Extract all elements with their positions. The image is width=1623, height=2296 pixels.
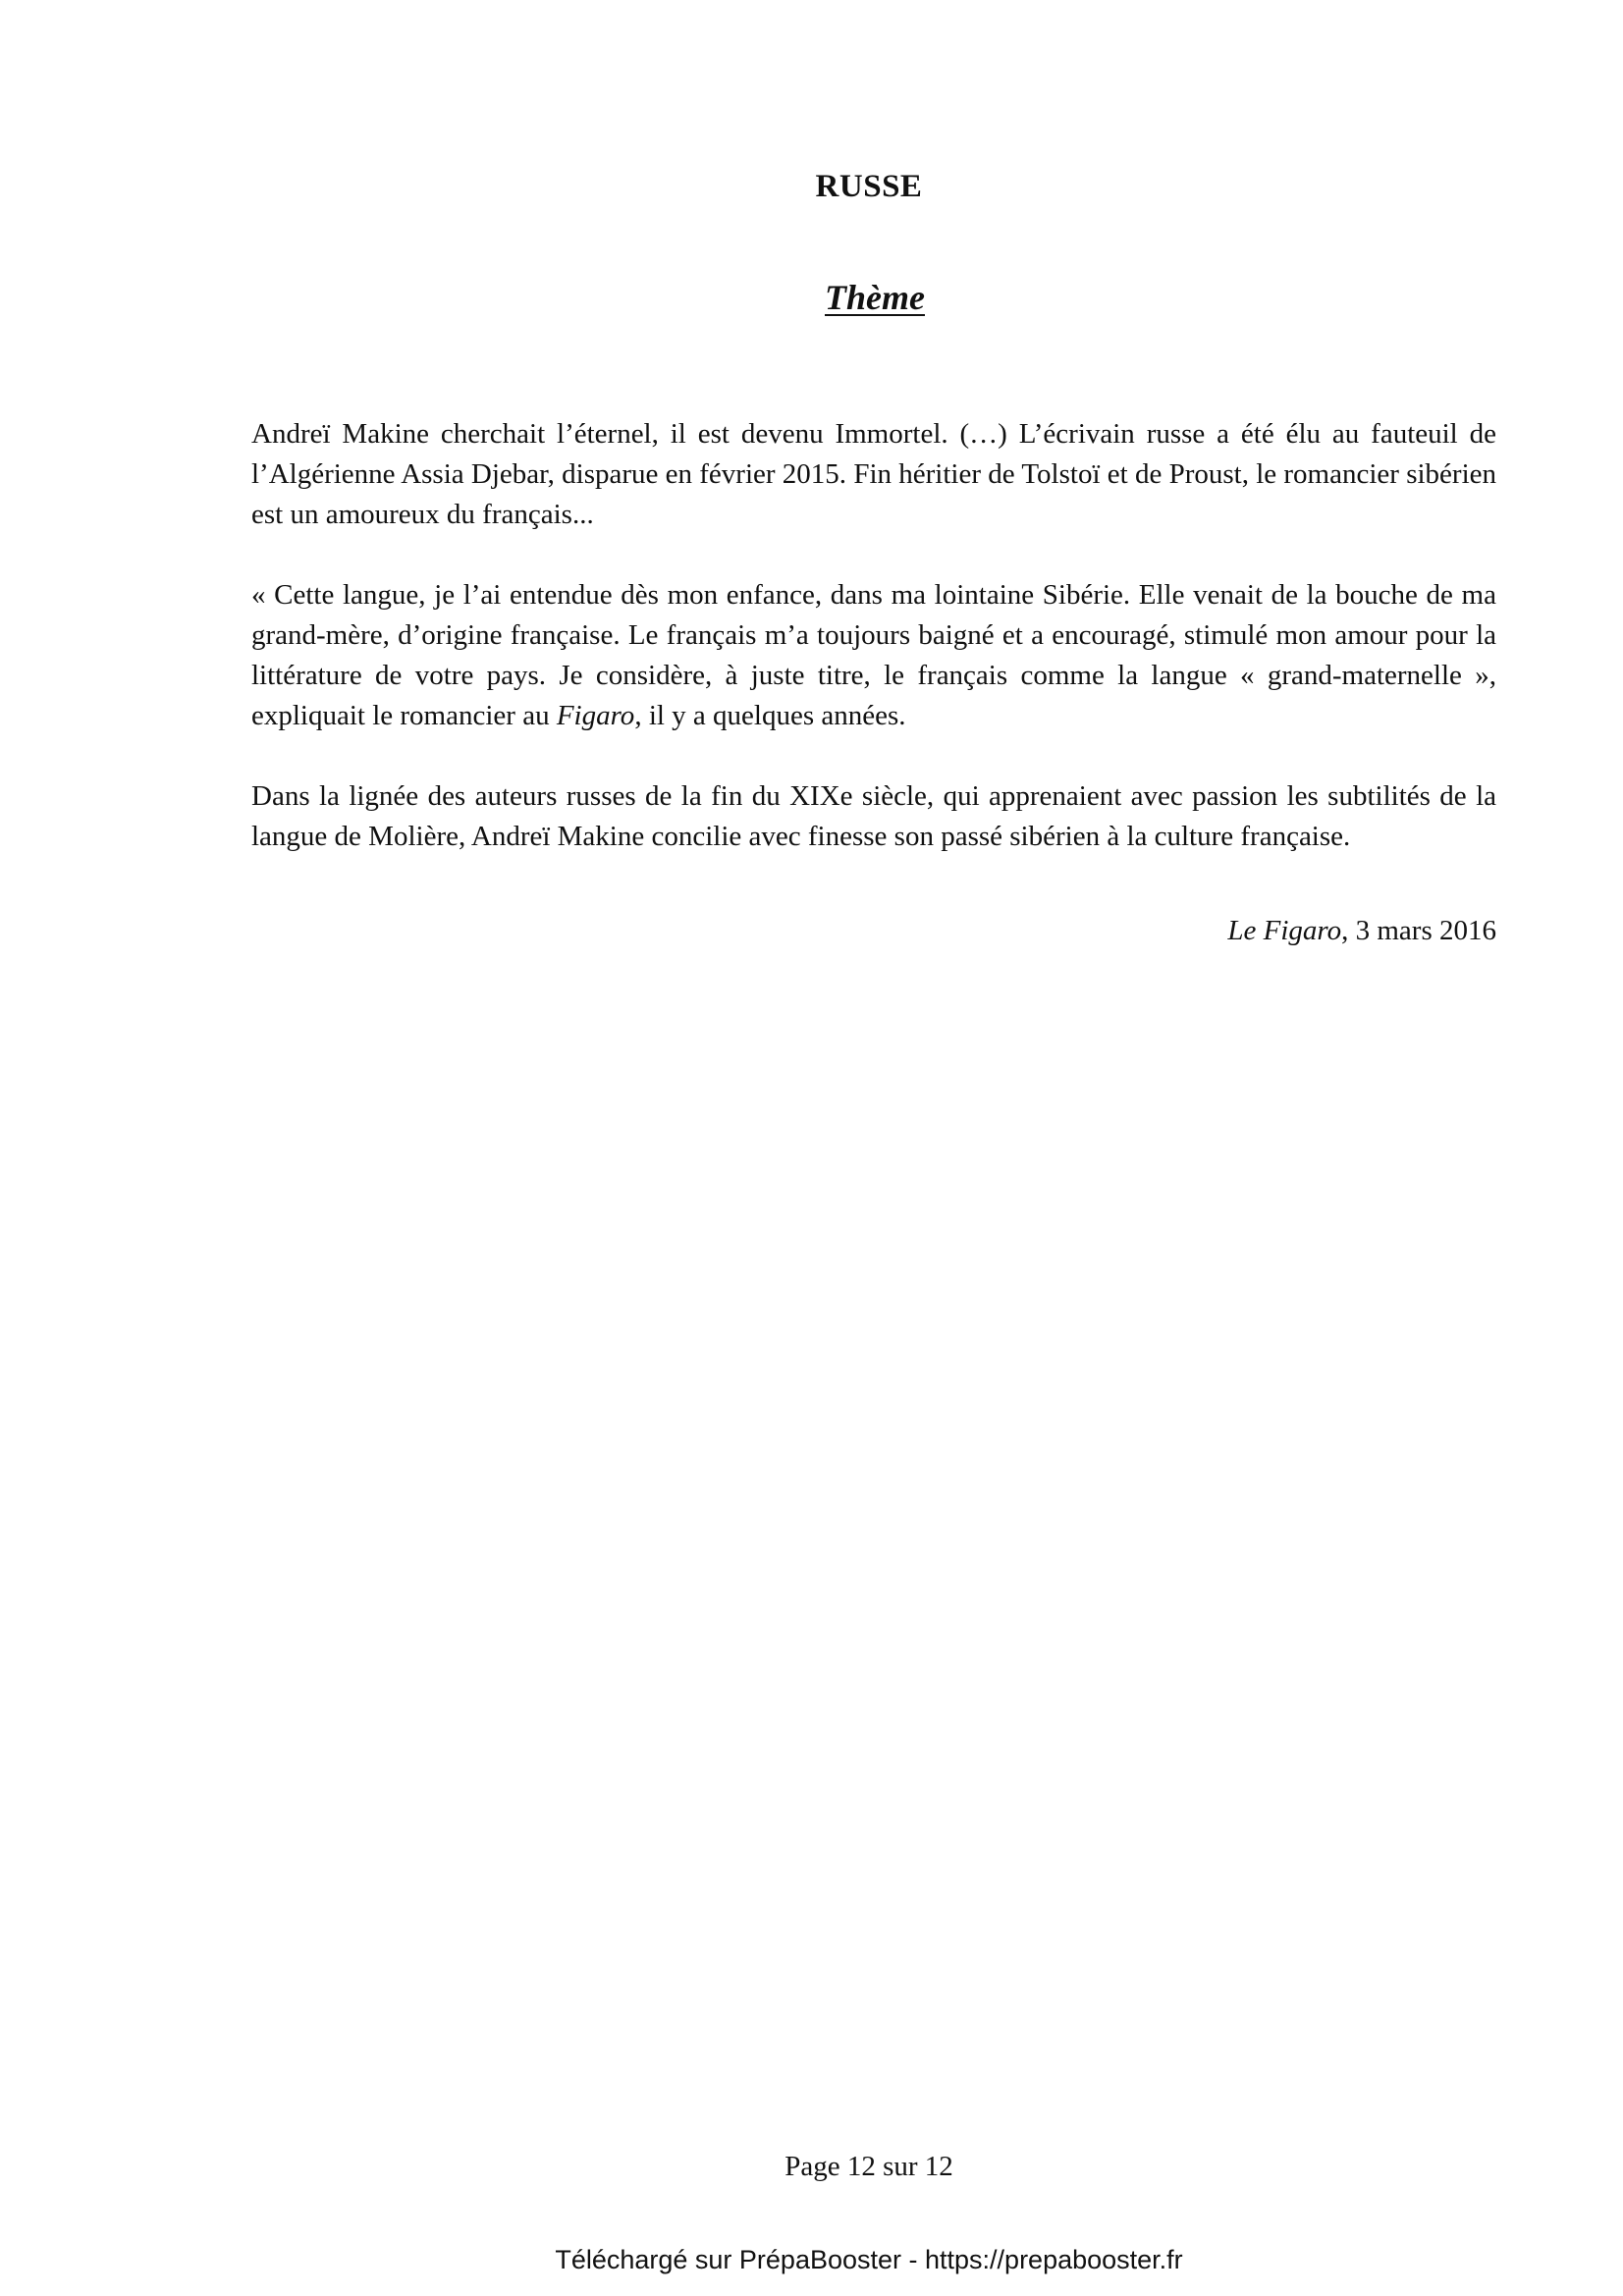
page-number: Page 12 sur 12 (784, 2151, 953, 2182)
paragraph-1: Andreï Makine cherchait l’éternel, il est devenu Immortel. (…) L’écrivain russe a été élu au fauteuil de l’Algérienne Assia Djebar, disparue en février 2015. Fin héritier de Tolstoï et de Proust, le romancier sibérien est un amoureux du français... (251, 418, 1496, 530)
download-note: Téléchargé sur PrépaBooster - https://prepabooster.fr (555, 2245, 1183, 2274)
paragraph-3: Dans la lignée des auteurs russes de la fin du XIXe siècle, qui apprenaient avec passion les subtilités de la langue de Molière, Andreï Makine concilie avec finesse son passé sibérien à la culture française. (251, 780, 1496, 852)
source-citation (251, 911, 1496, 951)
paragraph-2-text-end: , il y a quelques années. (634, 700, 906, 731)
body-text (251, 414, 1496, 897)
paragraph-2 (251, 575, 1496, 736)
page-subtitle: Thème (825, 278, 925, 317)
source-publication: Le Figaro (1227, 915, 1342, 946)
source-date: , 3 mars 2016 (1341, 915, 1496, 946)
paragraph-2-text-start: « Cette langue, je l’ai entendue dès mon enfance, dans ma lointaine Sibérie. Elle venait de la bouche de ma grand-mère, d’origine française. Le français m’a toujours baigné et a encouragé, stimulé mon amour pour la littérature de votre pays. Je considère, à juste titre, le français comme la langue « grand-maternelle », expliquait le romancier au (251, 579, 1496, 731)
page-title: RUSSE (815, 169, 923, 204)
paragraph-2-italic-figaro: Figaro (556, 700, 635, 731)
